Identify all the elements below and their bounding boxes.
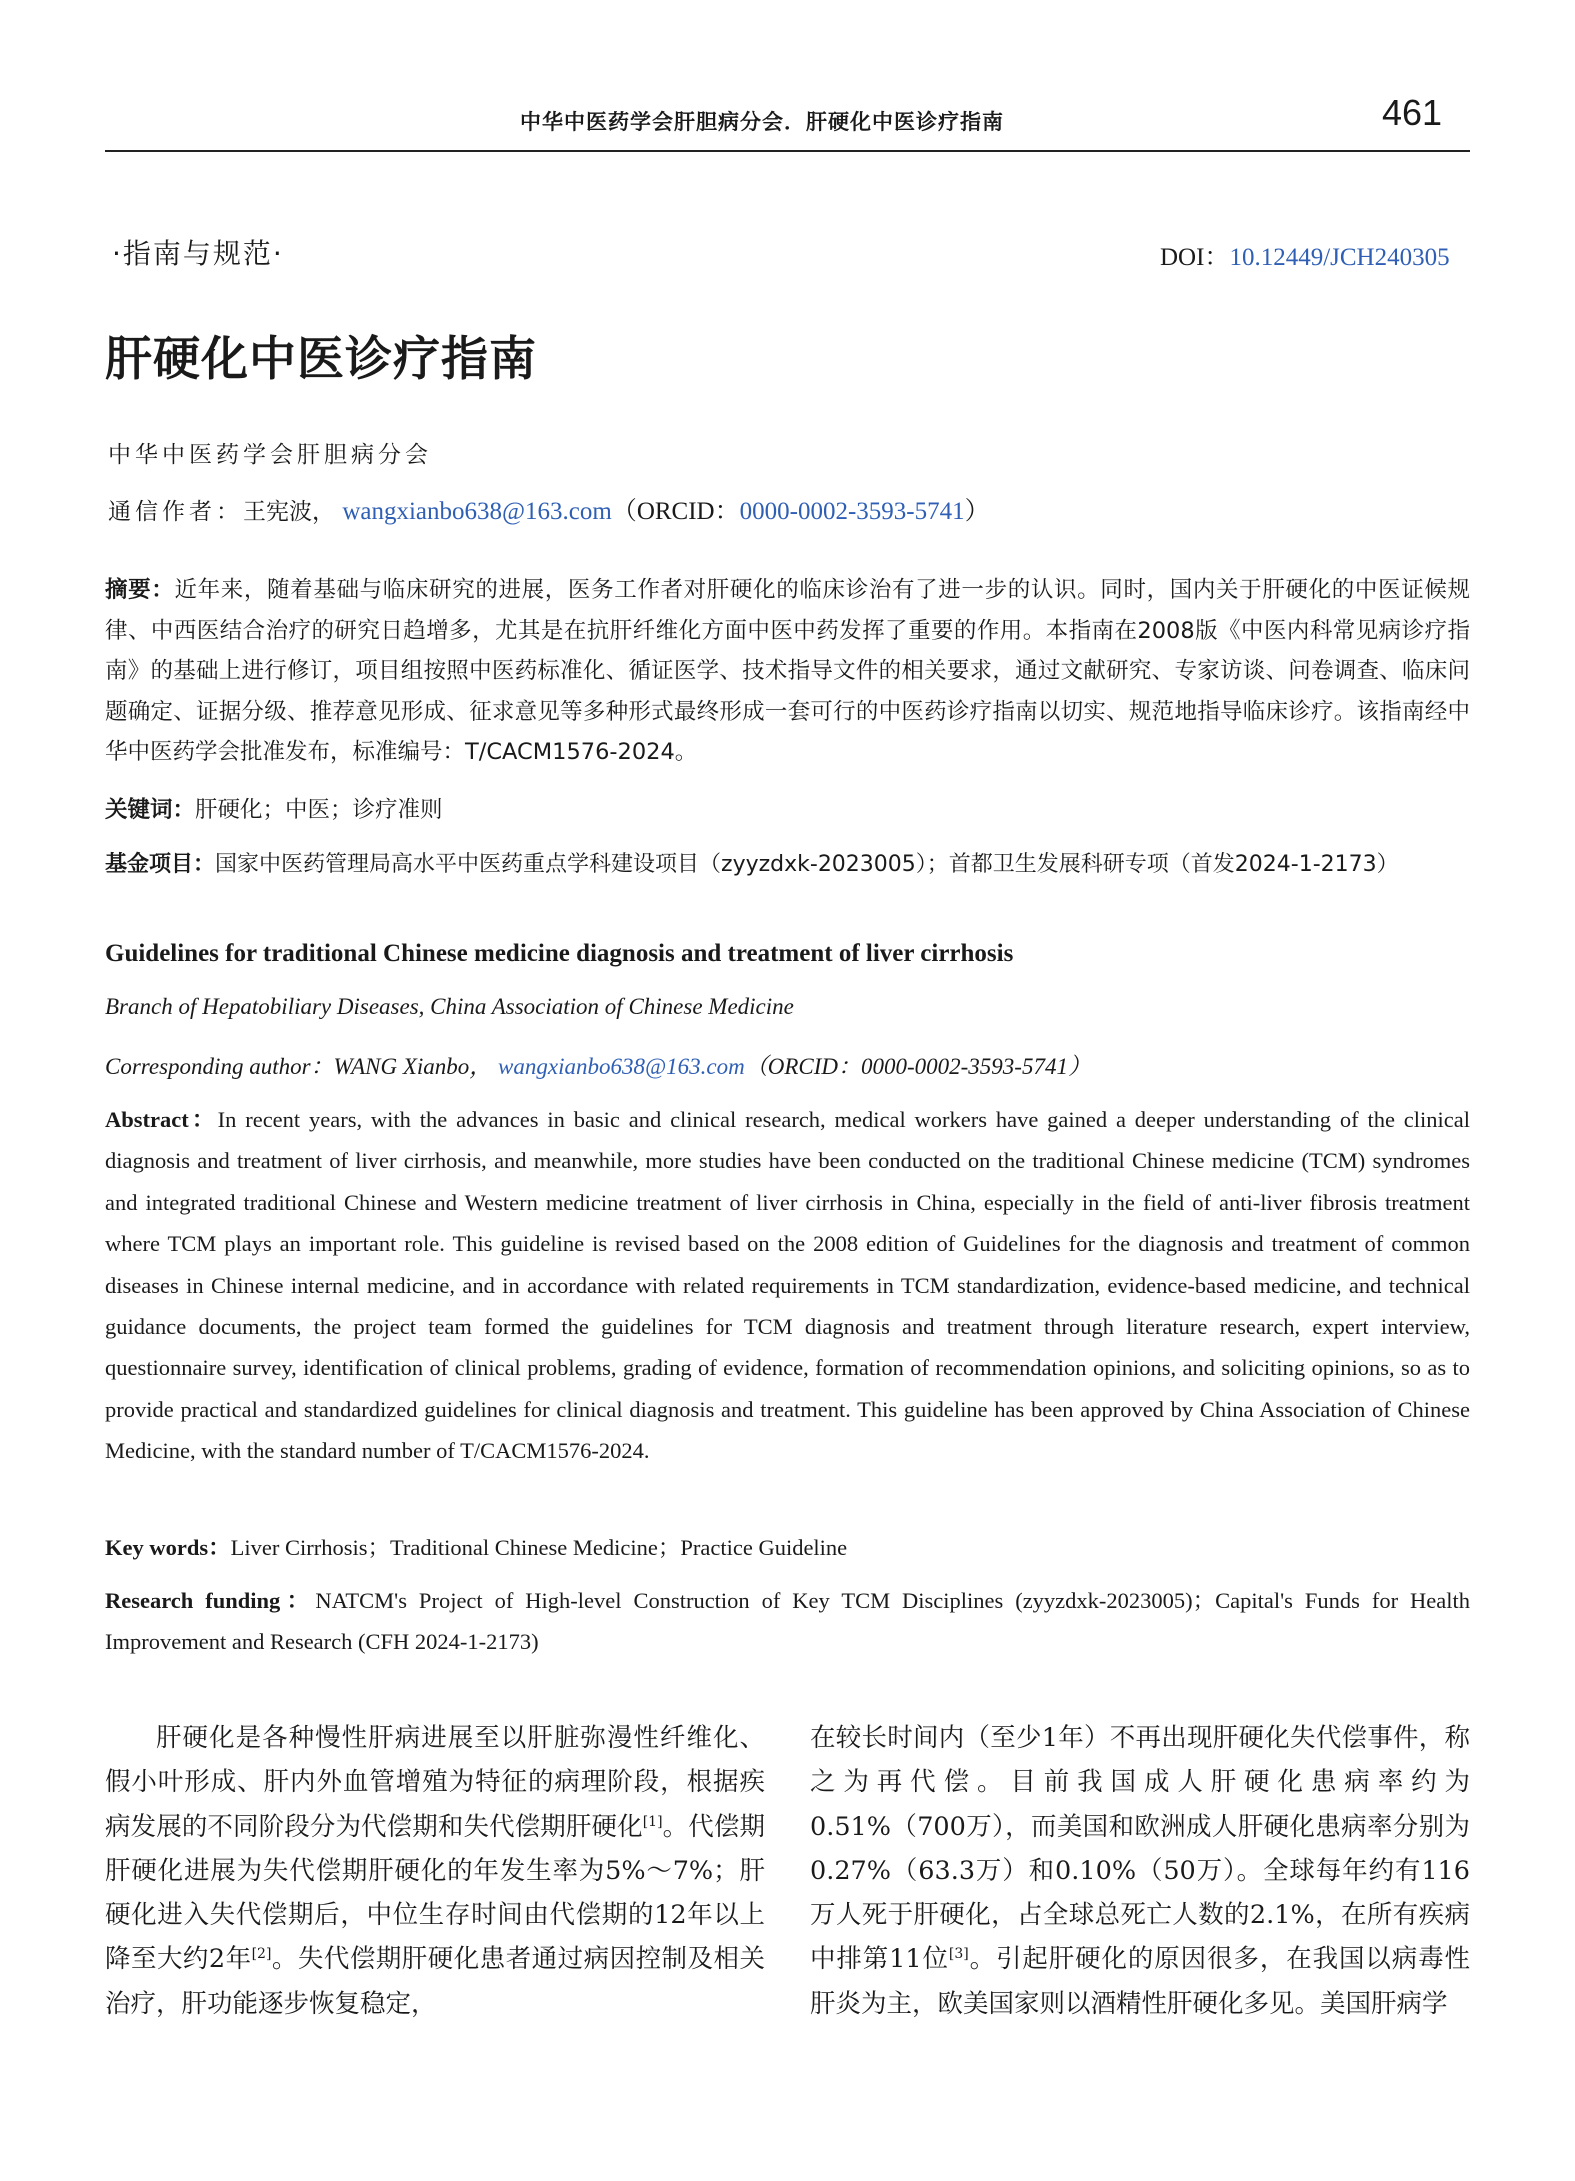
body-right-text-1: 在较长时间内（至少1年）不再出现肝硬化失代偿事件，称之为再代偿。目前我国成人肝硬化患病率约为0.51%（700万），而美国和欧洲成人肝硬化患病率分别为0.27%（63.3万）和0.10%（50万）。全球每年约有116万人死于肝硬化，占全球总死亡人数的2.1%，在所有疾病中排第11位 xyxy=(810,1723,1470,1975)
funding-text-cn: 国家中医药管理局高水平中医药重点学科建设项目（zyyzdxk-2023005）；首都卫生发展科研专项（首发2024-1-2173） xyxy=(215,852,1399,877)
doi xyxy=(1160,237,1450,273)
abstract-label-en: Abstract： xyxy=(105,1107,218,1132)
reference-2[interactable]: [2] xyxy=(251,1946,272,1963)
article-title: 肝硬化中医诊疗指南 xyxy=(105,332,537,387)
orcid-link-cn[interactable]: 0000-0002-3593-5741 xyxy=(739,498,965,525)
page-number: 461 xyxy=(1382,92,1443,133)
doi-label: DOI： xyxy=(1160,244,1230,271)
keywords-cn xyxy=(105,790,1470,831)
email-link-cn[interactable]: wangxianbo638@163.com xyxy=(342,498,612,525)
doi-link[interactable]: 10.12449/JCH240305 xyxy=(1229,244,1450,271)
corresponding-label-en: Corresponding author： xyxy=(105,1054,334,1079)
body-left-text-2: 。代偿期肝硬化进展为失代偿期肝硬化的年发生率为5%～7%；肝硬化进入失代偿期后，中位生存时间由代偿期的12年以上降至大约2年 xyxy=(105,1811,765,1975)
reference-1[interactable]: [1] xyxy=(642,1813,663,1830)
corresponding-label-cn: 通信作者： xyxy=(108,499,243,525)
article-title-en: Guidelines for traditional Chinese medicine diagnosis and treatment of liver cirrhosis xyxy=(105,940,1014,967)
orcid-close-cn: ） xyxy=(964,498,990,525)
abstract-label-cn: 摘要： xyxy=(105,577,175,603)
body-left-text-1: 肝硬化是各种慢性肝病进展至以肝脏弥漫性纤维化、假小叶形成、肝内外血管增殖为特征的病理阶段，根据疾病发展的不同阶段分为代偿期和失代偿期肝硬化 xyxy=(105,1723,765,1842)
funding-label-cn: 基金项目： xyxy=(105,852,216,877)
body-left-text-3: 。失代偿期肝硬化患者通过病因控制及相关治疗，肝功能逐步恢复稳定， xyxy=(105,1944,765,2019)
orcid-open-cn: （ORCID： xyxy=(611,498,740,525)
corresponding-author-cn xyxy=(108,491,990,527)
orcid-en: （ORCID：0000-0002-3593-5741） xyxy=(744,1054,1091,1079)
body-right-text-2: 。引起肝硬化的原因很多，在我国以病毒性肝炎为主，欧美国家则以酒精性肝硬化多见。美国肝病学 xyxy=(810,1944,1470,2019)
corresponding-name-en: WANG Xianbo， xyxy=(333,1054,493,1079)
header-rule xyxy=(105,150,1470,152)
running-head: 中华中医药学会肝胆病分会．肝硬化中医诊疗指南 xyxy=(520,110,1004,134)
funding-text-en: NATCM's Project of High-level Construction of Key TCM Disciplines (zyyzdxk-2023005)；Capital's Funds for Health Improvement and Research (CFH 2024-1-2173) xyxy=(105,1588,1470,1655)
keywords-text-cn: 肝硬化；中医；诊疗准则 xyxy=(195,797,443,823)
abstract-text-en: In recent years, with the advances in basic and clinical research, medical workers have gained a deeper understanding of the clinical diagnosis and treatment of liver cirrhosis, and meanwhile, more studies have been conducted on the traditional Chinese medicine (TCM) syndromes and integrated traditional Chinese and Western medicine treatment of liver cirrhosis in China, especially in the field of anti-liver fibrosis treatment where TCM plays an important role. This guideline is revised based on the 2008 edition of Guidelines for the diagnosis and treatment of common diseases in Chinese internal medicine, and in accordance with related requirements in TCM standardization, evidence-based medicine, and technical guidance documents, the project team formed the guidelines for TCM diagnosis and treatment through literature research, expert interview, questionnaire survey, identification of clinical problems, grading of evidence, formation of recommendation opinions, and soliciting opinions, so as to provide practical and standardized guidelines for clinical diagnosis and treatment. This guideline has been approved by China Association of Chinese Medicine, with the standard number of T/CACM1576-2024. xyxy=(105,1107,1470,1464)
funding-en xyxy=(105,1580,1470,1663)
corresponding-author-en xyxy=(105,1048,1091,1081)
keywords-label-en: Key words： xyxy=(105,1535,231,1560)
email-link-en[interactable]: wangxianbo638@163.com xyxy=(498,1054,745,1079)
author-cn: 中华中医药学会肝胆病分会 xyxy=(108,442,432,468)
keywords-text-en: Liver Cirrhosis；Traditional Chinese Medicine；Practice Guideline xyxy=(230,1535,848,1560)
funding-cn xyxy=(105,845,1470,886)
funding-label-en: Research funding： xyxy=(105,1588,316,1613)
abstract-text-cn: 近年来，随着基础与临床研究的进展，医务工作者对肝硬化的临床诊治有了进一步的认识。同时，国内关于肝硬化的中医证候规律、中西医结合治疗的研究日趋增多，尤其是在抗肝纤维化方面中医中药发挥了重要的作用。本指南在2008版《中医内科常见病诊疗指南》的基础上进行修订，项目组按照中医药标准化、循证医学、技术指导文件的相关要求，通过文献研究、专家访谈、问卷调查、临床问题确定、证据分级、推荐意见形成、征求意见等多种形式最终形成一套可行的中医药诊疗指南以切实、规范地指导临床诊疗。该指南经中华中医药学会批准发布，标准编号：T/CACM1576-2024。 xyxy=(105,577,1470,765)
abstract-cn xyxy=(105,570,1470,773)
corresponding-name-cn: 王宪波， xyxy=(243,499,335,525)
column-label: ·指南与规范· xyxy=(112,237,284,270)
keywords-label-cn: 关键词： xyxy=(105,797,196,823)
body-column-right xyxy=(810,1716,1470,2026)
body-column-left xyxy=(105,1716,765,2026)
author-en: Branch of Hepatobiliary Diseases, China Association of Chinese Medicine xyxy=(105,994,794,1019)
reference-3[interactable]: [3] xyxy=(948,1946,969,1963)
keywords-en xyxy=(105,1527,1470,1568)
abstract-en xyxy=(105,1099,1470,1472)
